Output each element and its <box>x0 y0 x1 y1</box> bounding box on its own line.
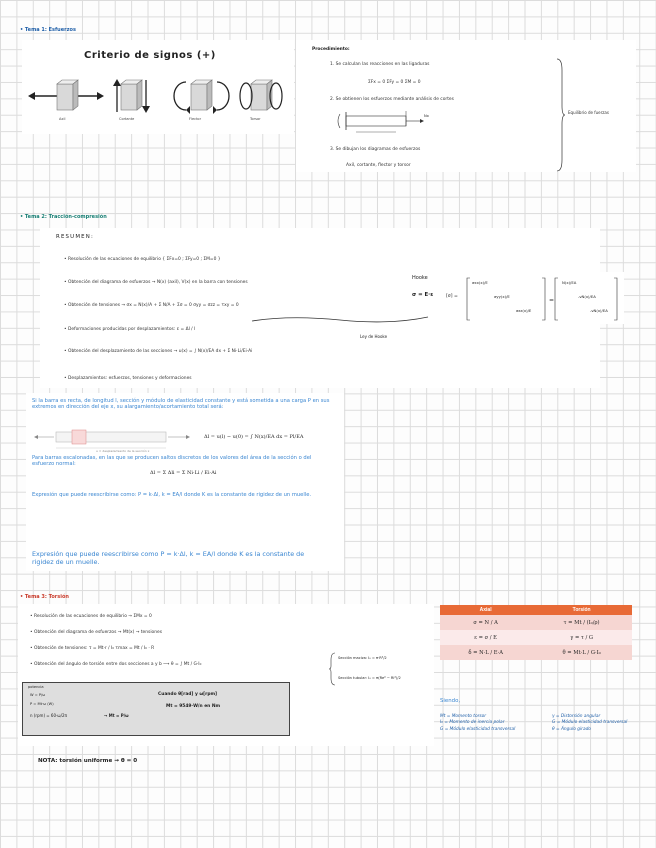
tor-brace-icon <box>328 652 336 686</box>
tc-bullet-4: • Deformaciones producidas por desplazamientos: ε = Δl / l <box>64 327 196 332</box>
section3-title: • Tema 3: Torsión <box>20 594 69 600</box>
resumen-heading: RESUMEN: <box>56 234 95 240</box>
label-axil: Axil <box>59 117 66 121</box>
svg-text:=: = <box>549 297 555 304</box>
matrix-brackets <box>466 276 620 322</box>
hooke-label: Hooke <box>412 275 428 281</box>
tc-bullet-6: • Desplazamientos: esfuerzos, tensiones y deformaciones <box>64 376 192 381</box>
matrix-left-1: σxx(x)/E <box>472 280 488 285</box>
energy-label: Ley de Hooke <box>360 334 388 339</box>
formula-1: Δl = u(l) − u(0) = ∫ N(x)/EA dx = Pl/EA <box>204 434 304 440</box>
cortante-icon <box>113 79 150 113</box>
table-header-axial: Axial <box>440 605 531 615</box>
matrix-label: [σ] = <box>446 294 458 299</box>
potencia-line-2: P = Mt·ω (W) <box>30 702 54 706</box>
axil-icon <box>28 80 104 110</box>
diagram-labels <box>24 117 294 125</box>
tor-bullet-3: • Obtención de tensiones: τ = Mt·r / I₀ τmax = Mt / I₀ · R <box>30 646 155 651</box>
cut-diagram <box>336 108 436 138</box>
tc-bullet-1: • Resolución de las ecuaciones de equilibrio { ΣFx=0 ; ΣFy=0 ; ΣM=0 } <box>64 257 221 262</box>
blue-p2: Para barras escalonadas, en las que se producen saltos discretos de los valores del área de la sección o del esfuerzo normal: <box>32 455 312 468</box>
potencia-right-formula: Mt = 9549·W/n en Nm <box>166 704 221 709</box>
legend-item: I₀ = Momento de inercia polar <box>440 720 505 726</box>
underline-mark <box>250 313 430 327</box>
brace-icon <box>556 58 566 172</box>
label-flector: Flector <box>189 117 202 121</box>
table-cell: δ = N·L / E·A <box>440 645 531 660</box>
torsion-note: NOTA: torsión uniforme → θ = 0 <box>38 758 138 764</box>
legend-item: Mt = Momento torsor <box>440 714 487 719</box>
hooke-formula: σ = E·ε <box>412 292 434 298</box>
axial-torsion-table <box>440 605 632 660</box>
matrix-right-1: N(x)/EA <box>562 280 577 285</box>
cut-label: Nx <box>424 114 429 118</box>
matrix-right-3: -νN(x)/EA <box>590 308 608 313</box>
procedure-item-2: ΣFx = 0 ΣFy = 0 ΣM = 0 <box>368 80 421 85</box>
tor-bullet-1: • Resolución de las ecuaciones de equilibrio → ΣMx = 0 <box>30 614 152 619</box>
matrix-left-2: σyy(x)/E <box>494 294 510 299</box>
blue-p1: Si la barra es recta, de longitud l, sección y módulo de elasticidad constante y está sometida a una carga P en sus extremos en dirección del eje x, su alargamiento/acortamiento total será: <box>32 398 330 411</box>
legend-item: G = Módulo elasticidad transversal <box>552 720 628 726</box>
tor-bullet-2: • Obtención del diagrama de esfuerzos → Mt(x) → tensiones <box>30 630 163 635</box>
tc-bullet-2: • Obtención del diagrama de esfuerzos → N(x) (axil), V(x) en la barra con tensiones <box>64 280 248 285</box>
label-cortante: Cortante <box>119 117 135 121</box>
procedure-item-5: Axil, cortante, flector y torsor <box>346 163 411 168</box>
section1-title: • Tema 1: Esfuerzos <box>20 27 76 33</box>
section2-title: • Tema 2: Tracción-compresión <box>20 214 107 220</box>
table-header-torsion: Torsión <box>531 605 632 615</box>
flector-icon <box>174 80 229 114</box>
procedure-panel <box>296 40 636 172</box>
table-cell: τ = Mt / (I₀/ρ) <box>531 615 632 630</box>
legend-item: G = Módulo elasticidad transversal <box>440 726 516 732</box>
table-cell: γ = τ / G <box>531 630 632 645</box>
table-cell: θ = Mt·L / G·I₀ <box>531 645 632 660</box>
criterio-title: Criterio de signos (+) <box>84 50 216 61</box>
brace-item-2: Sección tubular: I₀ = π(Re⁴ − Ri⁴)/2 <box>338 676 401 680</box>
table-cell: ε = σ / E <box>440 630 531 645</box>
procedure-heading: Procedimiento: <box>312 47 350 52</box>
potencia-box <box>22 682 290 736</box>
blue-p3: Expresión que puede reescribirse como: P = k·Δl, k = EA/l donde K es la constante de rigidez de un muelle. <box>32 492 312 498</box>
tc-bullet-5: • Obtención del desplazamiento de las secciones → u(x) = ∫ N(x)/EA dx + Σ Ni·Li/Ei·Ai <box>64 349 253 354</box>
legend-item: θ = Ángulo girado <box>552 726 591 732</box>
label-torsor: Torsor <box>250 117 261 121</box>
procedure-item-4: 3. Se dibujan los diagramas de esfuerzos <box>330 147 421 152</box>
potencia-result: → Mt = P/ω <box>104 713 129 718</box>
procedure-item-1: 1. Se calculan las reacciones en las ligaduras <box>330 62 430 67</box>
legend-left <box>440 714 515 733</box>
bar-caption: u = desplazamiento de la sección x <box>96 449 150 453</box>
matrix-right-2: -νN(x)/EA <box>578 294 596 299</box>
procedure-item-3: 2. Se obtienen los esfuerzos mediante análisis de cortes <box>330 97 454 102</box>
potencia-heading: potencia <box>28 685 44 689</box>
potencia-right-title: Cuando θ[rad] y ω[rpm] <box>158 692 218 697</box>
torsor-icon <box>240 80 282 110</box>
siendo-label: Siendo, <box>440 698 461 704</box>
procedure-side-note: Equilibrio de fuerzas <box>568 110 609 115</box>
legend-item: γ = Distorsión angular <box>552 714 601 719</box>
potencia-line-1: W = P/ω <box>30 693 46 697</box>
blue-panel <box>26 393 344 571</box>
formula-2: Δl = Σ Δli = Σ Ni·Li / Ei·Ai <box>150 470 217 476</box>
brace-item-1: Sección maciza: I₀ = π·R⁴/2 <box>338 656 387 660</box>
table-cell: σ = N / A <box>440 615 531 630</box>
blue-p4: Expresión que puede reescribirse como P = k·Δl, k = EA/l donde K es la constante de rigidez de un muelle. <box>32 550 305 566</box>
potencia-line-3: n (rpm) = 60·ω/2π <box>30 713 67 718</box>
tor-bullet-4: • Obtención del ángulo de torsión entre dos secciones a y b ⟶ θ = ∫ Mt / G·I₀ <box>30 662 202 667</box>
legend-right <box>552 714 627 733</box>
matrix-left-3: σzz(x)/E <box>516 308 532 313</box>
tc-bullet-3: • Obtención de tensiones → σx = N(x)/A + Σ N/A + Σσ = 0 σyy = σzz = τxy = 0 <box>64 303 239 308</box>
